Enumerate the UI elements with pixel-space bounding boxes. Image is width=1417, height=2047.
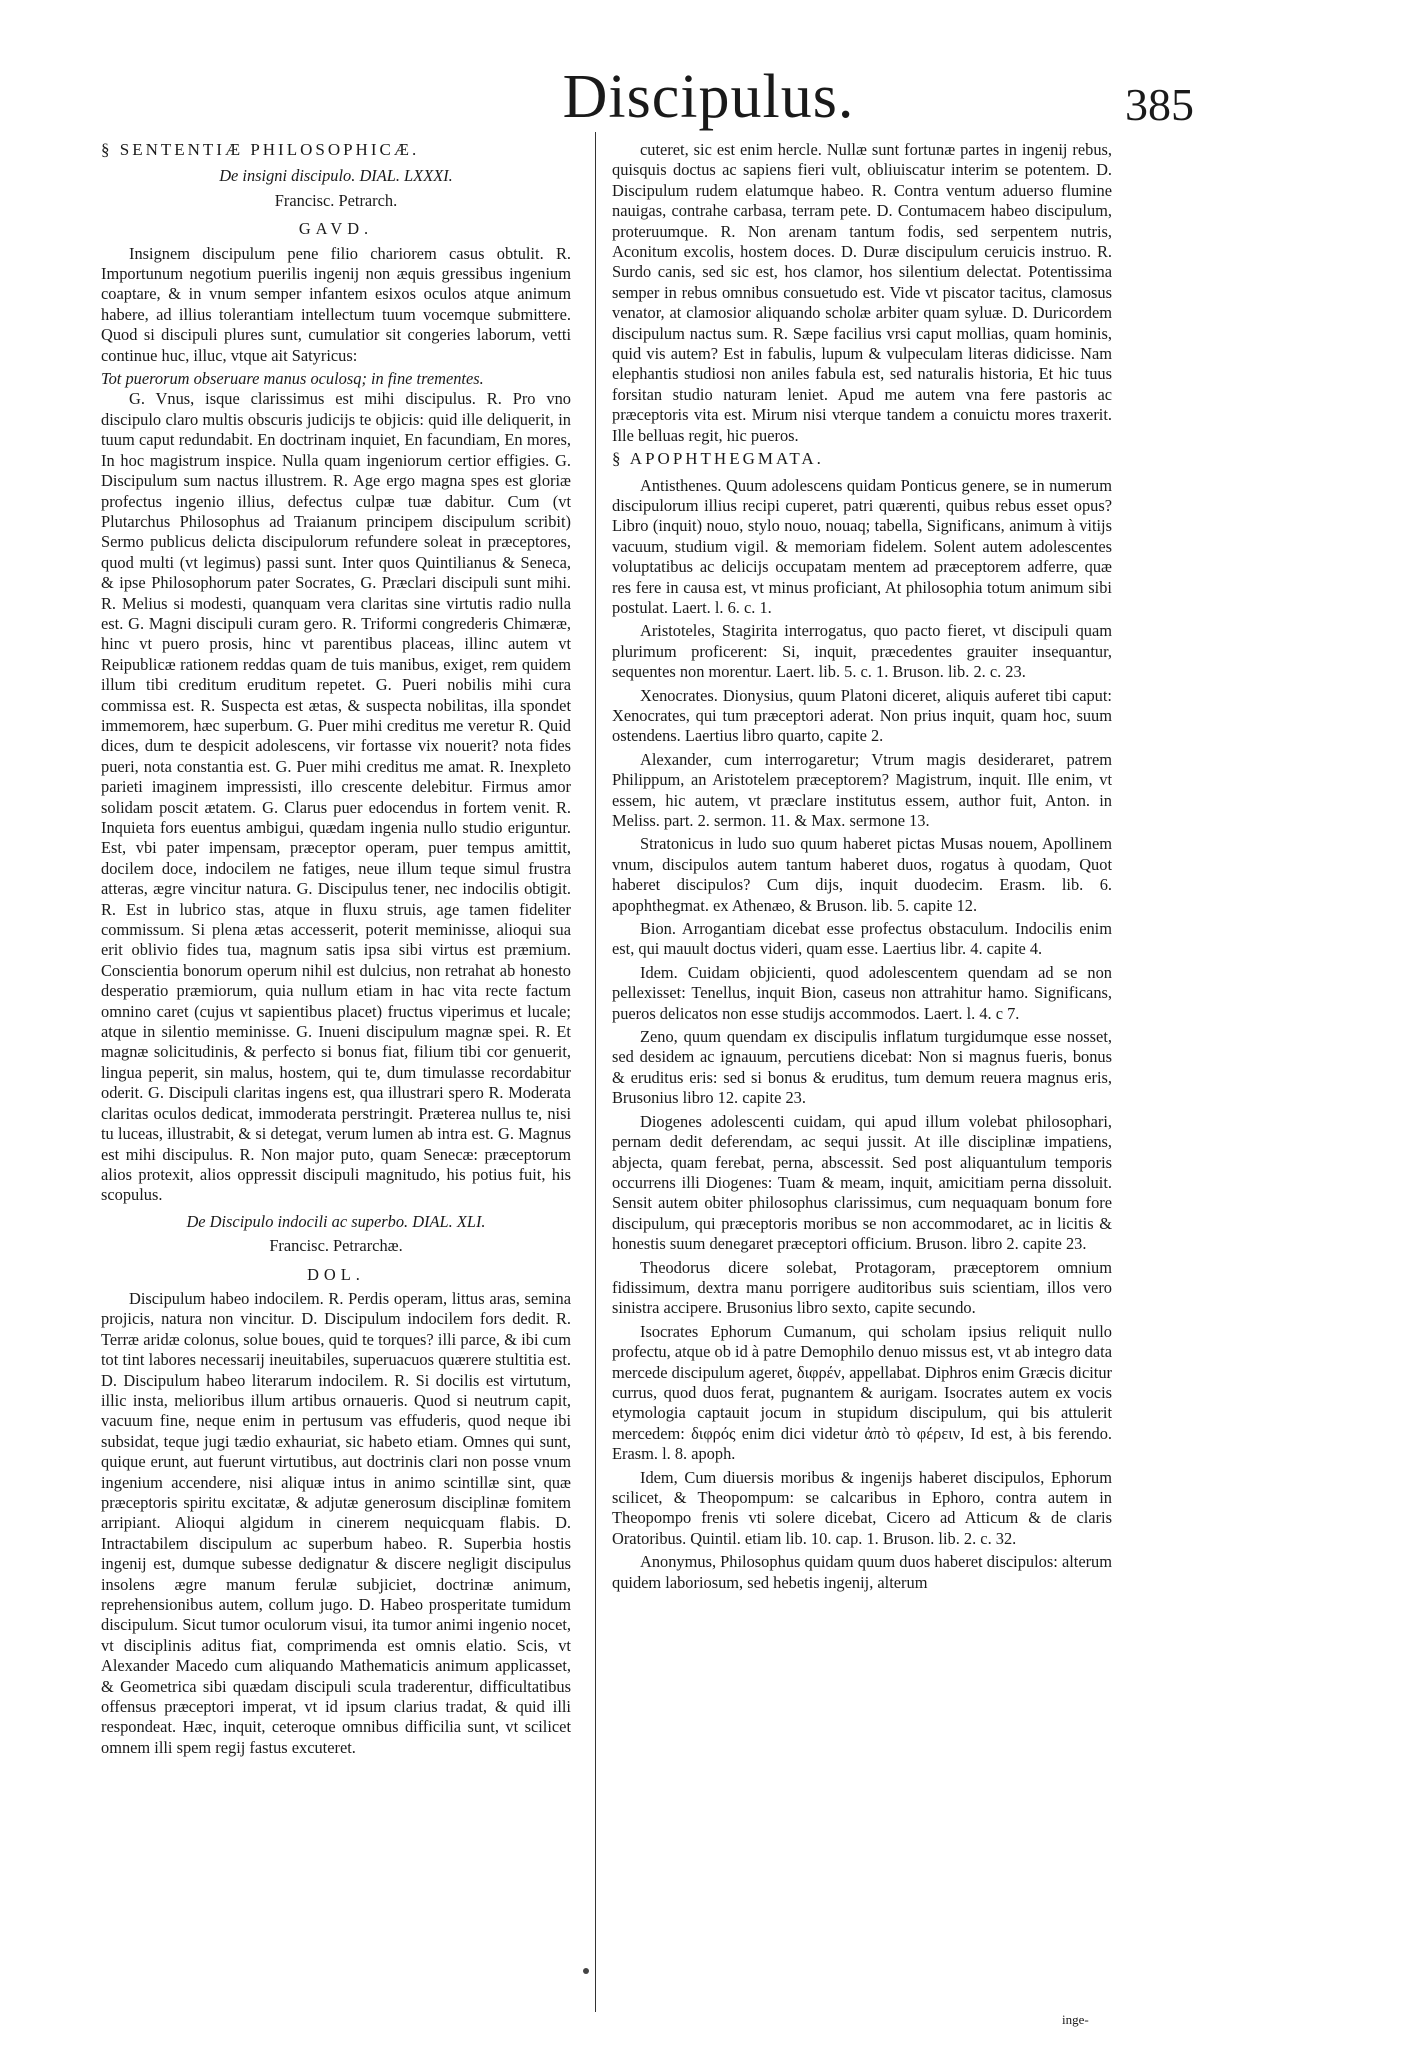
paragraph: cuteret, sic est enim hercle. Nullæ sunt fortunæ partes in ingenij rebus, quisquis doctus ac sapiens fieri vult, obliuiscatur interim se potentem. D. Discipulum rudem elatumque habeo. R. Contra ventum aduerso flumine nauigas, contrahe carbasa, terram pete. D. Contumacem habeo discipulum, proteruumque. R. Non arenam tantum fodis, sed serpentem nutris, Aconitum excolis, hostem doces. D. Duræ discipulum ceruicis instruo. R. Surdo canis, sed sic est, hos clamor, hos silentium delectat. Potentissima semper in rebus omnibus consuetudo est. Vide vt piscator tacitus, clamosus venator, at clamosior aliquando scholæ arbiter quam syluæ. D. Duricordem discipulum nactus sum. R. Sæpe facilius vrsi caput mollias, quam hominis, quid vis autem? Est in fabulis, lupum & vulpeculam literas didicisse. Nam elephantis studiosi non aniles fabula est, sed naturalis historia, Et hic tuus forsitan studio naturam leniet. Apud me autem vna fere pastoris ac præceptoris vita est. Mirum nisi vterque tandem a conuictu mores traxerit. Ille belluas regit, hic pueros.	[612, 140, 1112, 445]
paragraph: Bion. Arrogantiam dicebat esse profectus obstaculum. Indocilis enim est, qui mauult doctus videri, quam esse. Laertius libr. 4. capite 4.	[612, 919, 1112, 959]
paragraph: Discipulum habeo indocilem. R. Perdis operam, littus aras, semina projicis, natura non vincitur. D. Discipulum indocilem fors dedit. R. Terræ aridæ colonus, solue boues, quid te torques? illi parce, & ibi cum tot tint labores necessarij ineuitabiles, superuacuos quærere stultitia est. D. Discipulum habeo literarum indocilem. R. Si docilis est virtutum, illic insta, melioribus illum artibus ornaueris. Quod si neutrum capit, vacuum fine, neque enim in pertusum vas effuderis, quod neque ibi subsidat, teque jugi tædio exhauriat, sic habeto etiam. Omnes qui sunt, quique erunt, aut fuerunt virtutibus, aut doctrinis clari non posse vnum ingenium accendere, nisi aliquæ intus in animo scintillæ sint, quæ præceptoris spiritu excitatæ, & adjutæ generosum disciplinæ fomitem arripiant. Alioqui algidum in cinerem nequicquam flabis. D. Intractabilem discipulum ac superbum habeo. R. Superbia hostis ingenij est, dumque subesse dedignatur & discere negligit discipulus insolens ægre manum ferulæ subjiciet, doctrinæ animum, reprehensionibus autem, collum jugo. D. Habeo prosperitate tumidum discipulum. Sicut tumor oculorum visui, ita tumor animi ingenio nocet, vt disciplinis aditus fiat, comprimenda est omnis elatio. Scis, vt Alexander Macedo cum aliquando Mathematicis animum applicasset, & Geometrica sibi quædam discipuli scula traderentur, difficultatibus offensus præceptori imperat, vt id ipsum clarius tradat, & quid illi respondeat. Hæc, inquit, ceteroque omnibus difficilia sunt, vt scilicet omnem illi spem regij fastus excuteret.	[101, 1288, 571, 1757]
quotation: Tot puerorum obseruare manus oculosq; in fine trementes.	[101, 369, 484, 389]
running-title: Discipulus.	[562, 63, 855, 131]
speaker-label: DOL.	[307, 1264, 365, 1284]
paragraph: Xenocrates. Dionysius, quum Platoni diceret, aliquis auferet tibi caput: Xenocrates, qui tum præceptori aderat. Non prius inquit, quam hoc, suum ostendens. Laertius libro quarto, capite 2.	[612, 685, 1112, 746]
right-column	[612, 140, 1112, 1596]
section-heading: § APOPHTHEGMATA.	[612, 449, 824, 469]
paragraph: Diogenes adolescenti cuidam, qui apud illum volebat philosophari, pernam dedit deferendam, ac sequi jussit. At ille disciplinæ impatiens, abjecta, quam ferebat, perna, abscessit. Sed post aliquantulum temporis occurrens illi Diogenes: Tuam & meam, inquit, amicitiam perna dissoluit. Sensit autem obiter philosophus clarissimus, cum nequaquam bonum fore discipulum, qui præceptoris moribus se non accommodaret, ac in licitis & honestis suum denegaret præceptori officium. Bruson. libro 2. capite 23.	[612, 1111, 1112, 1254]
paragraph: Isocrates Ephorum Cumanum, qui scholam ipsius reliquit nullo profectu, atque ob id à patre Demophilo denuo missus est, vt ab integro data mercede discipulum ageret, διφρέν, appellabat. Diphros enim Græcis dicitur currus, quod duos ferat, pugnantem & aurigam. Isocrates autem ex vocis etymologia captauit jocum in stupidum discipulum, qui bis attulerit mercedem: διφρός enim dici videtur ἀπὸ τὸ φέρειν, Id est, à bis ferendo. Erasm. l. 8. apoph.	[612, 1321, 1112, 1464]
paragraph: Insignem discipulum pene filio chariorem casus obtulit. R. Importunum negotium puerilis ingenij non æquis gressibus ingenium coaptare, & in vnum semper infantem esixos oculos atque animum habere, ad illius tolerantiam intellectum tuum vocemque submittere. Quod si discipuli plures sunt, cumulatior sit congeries laborum, vetti continue huc, illuc, vtque ait Satyricus:	[101, 243, 571, 365]
column-divider	[595, 132, 596, 2012]
dialogue-title: De insigni discipulo. DIAL. LXXXI.	[219, 166, 453, 186]
paragraph: Aristoteles, Stagirita interrogatus, quo pacto fieret, vt discipuli quam plurimum proficerent: Si, inquit, præcedentes grauiter insequantur, sequentes non morentur. Laert. lib. 5. c. 1. Bruson. lib. 2. c. 23.	[612, 621, 1112, 682]
paragraph: G. Vnus, isque clarissimus est mihi discipulus. R. Pro vno discipulo claro multis obscuris judicijs te objicis: quid ille deliquerit, in tuum caput redundabit. En doctrinam inquiet, En facundiam, En mores, In hoc magistrum inspice. Nulla quam ingeniorum certior effigies. G. Discipulum sum nactus illustrem. R. Age ergo magna spes est gloriæ profectus ingenio illius, defectus culpæ tuæ dabitur. Cum (vt Plutarchus Philosophus ad Traianum principem discipulum scribit) Sermo publicus delicta discipulorum refundere soleat in præceptores, quod multi (vt legimus) passi sunt. Inter quos Quintilianus & Seneca, & ipse Philosophorum pater Socrates, G. Præclari discipuli sunt mihi. R. Melius si modesti, quanquam vera claritas sine virtutis radio nulla est. G. Magni discipuli curam gero. R. Triformi congrederis Chimæræ, hinc vt puero prosis, hinc vt parentibus placeas, illinc autem vt Reipublicæ rationem reddas quam de tuis manibus, exiget, rem quidem illum tibi creditum eruditum repetet. G. Pueri nobilis mihi cura commissa est. R. Suspecta est ætas, & suspecta nobilitas, illa spondet immemorem, hæc superbum. G. Puer mihi creditus me veretur R. Quid dices, dum te despicit adolescens, vir fortasse vix nouerit? nota fides pueri, nota constantia est. G. Puer mihi creditus me amat. R. Inexpleto parieti imaginem impressisti, illo crescente delebitur. Firmus amor solidam poscit ætatem. G. Clarus puer edocendus in fortem venit. R. Inquieta fors euentus ambigui, quædam ingenia nullo studio eriguntur. Est, vbi pater impensam, præceptor operam, puer tempus amittit, docilem doce, indocilem ne fatiges, neue illum teque simul frustra atteras, ægre vincitur natura. G. Discipulus tener, nec indocilis obtigit. R. Est in lubrico stas, atque in fluxu struis, age tamen fideliter commissum. Si plena ætas accesserit, poterit meminisse, alioqui sua erit oblivio fides tua, magnum satis ipsa sibi virtus est præmium. Conscientia bonorum operum nihil est dulcius, non retrahat ab honesto desperatio præmiorum, quia nullum etiam in hac vita recte factum omnino caret (cujus vt sapientibus placet) fructus viperimus et lucale; atque in silentio meminisse. G. Inueni discipulum magnæ spei. R. Et magnæ solicitudinis, & perfecto si bonus fiat, filium tibi cor genuerit, lingua peperit, sin malus, hostem, qui te, dum timulasse recordabitur oderit. G. Discipuli claritas ingens est, qua illustrari spero R. Moderata claritas oculos dedicat, immoderata perstringit. Præterea nullus te, nisi tu luceas, illustrabit, & si detegat, verum lumen ab intra est. G. Magnus est mihi discipulus. R. Non major puto, quam Senecæ: præceptorum alios protexit, alios oppressit discipuli magnitudo, his potius fuit, his scopulus.	[101, 389, 571, 1205]
paragraph: Antisthenes. Quum adolescens quidam Ponticus genere, se in numerum discipulorum illius recipi cuperet, patri quærenti, quibus rebus esset opus? Libro (inquit) nouo, stylo nouo, nouaq; tabella, Significans, animum à vitijs vacuum, studium vigil. & memoriam fidelem. Solent autem adolescentes voluptatibus ac delicijs occupatam mentem ad præceptorem adferre, quæ res fere in causa est, vt minus proficiant, At philosophia totum animum sibi postulat. Laert. l. 6. c. 1.	[612, 475, 1112, 617]
paragraph: Zeno, quum quendam ex discipulis inflatum turgidumque esse nosset, sed desidem ac ignauum, percutiens dicebat: Non si magnus fueris, bonus & eruditus eris: sed si bonus & eruditus, tum demum reuera magnus eris, Brusonius libro 12. capite 23.	[612, 1027, 1112, 1108]
paragraph: Idem, Cum diuersis moribus & ingenijs haberet discipulos, Ephorum scilicet, & Theopompum: se calcaribus in Ephoro, contra autem in Theopompo frenis vti solere dicebat, Cicero ad Atticum & de claris Oratoribus. Quintil. etiam lib. 10. cap. 1. Bruson. lib. 2. c. 32.	[612, 1467, 1112, 1548]
paragraph: Anonymus, Philosophus quidam quum duos haberet discipulos: alterum quidem laboriosum, sed hebetis ingenij, alterum	[612, 1552, 1112, 1592]
author-line: Francisc. Petrarch.	[274, 190, 398, 210]
page-number: 385	[1125, 79, 1194, 130]
section-heading: § SENTENTIÆ PHILOSOPHICÆ.	[101, 140, 420, 159]
catchword: inge-	[1062, 2012, 1089, 2027]
paragraph: Idem. Cuidam objicienti, quod adolescentem quendam ad se non pellexisset: Tenellus, inquit Bion, caseus non attrahitur hamo. Significans, pueros delicatos non esse studijs accommodos. Laert. l. 4. c 7.	[612, 962, 1112, 1023]
speaker-label: GAVD.	[298, 219, 374, 239]
paragraph: Stratonicus in ludo suo quum haberet pictas Musas nouem, Apollinem vnum, discipulos autem tantum haberet duos, rogatus à quodam, Quot haberet discipulos? Cum dijs, inquit duodecim. Erasm. lib. 6. apophthegmat. ex Athenæo, & Bruson. lib. 5. capite 12.	[612, 834, 1112, 915]
left-column	[101, 140, 571, 1761]
paragraph: Alexander, cum interrogaretur; Vtrum magis desideraret, patrem Philippum, an Aristotelem præceptorem? Magistrum, inquit. Ille enim, vt essem, hic autem, vt præclare institutus essem, author fuit, Anton. in Meliss. part. 2. sermon. 11. & Max. sermone 13.	[612, 749, 1112, 830]
author-line: Francisc. Petrarchæ.	[269, 1236, 403, 1256]
paragraph: Theodorus dicere solebat, Protagoram, præceptorem omnium fidissimum, dextra manu porrigere auditoribus suis scientiam, illos vero sinistra accipere. Brusonius libro sexto, capite secundo.	[612, 1257, 1112, 1318]
dialogue-title: De Discipulo indocili ac superbo. DIAL. XLI.	[186, 1211, 486, 1231]
ornament-dot	[583, 1968, 589, 1974]
